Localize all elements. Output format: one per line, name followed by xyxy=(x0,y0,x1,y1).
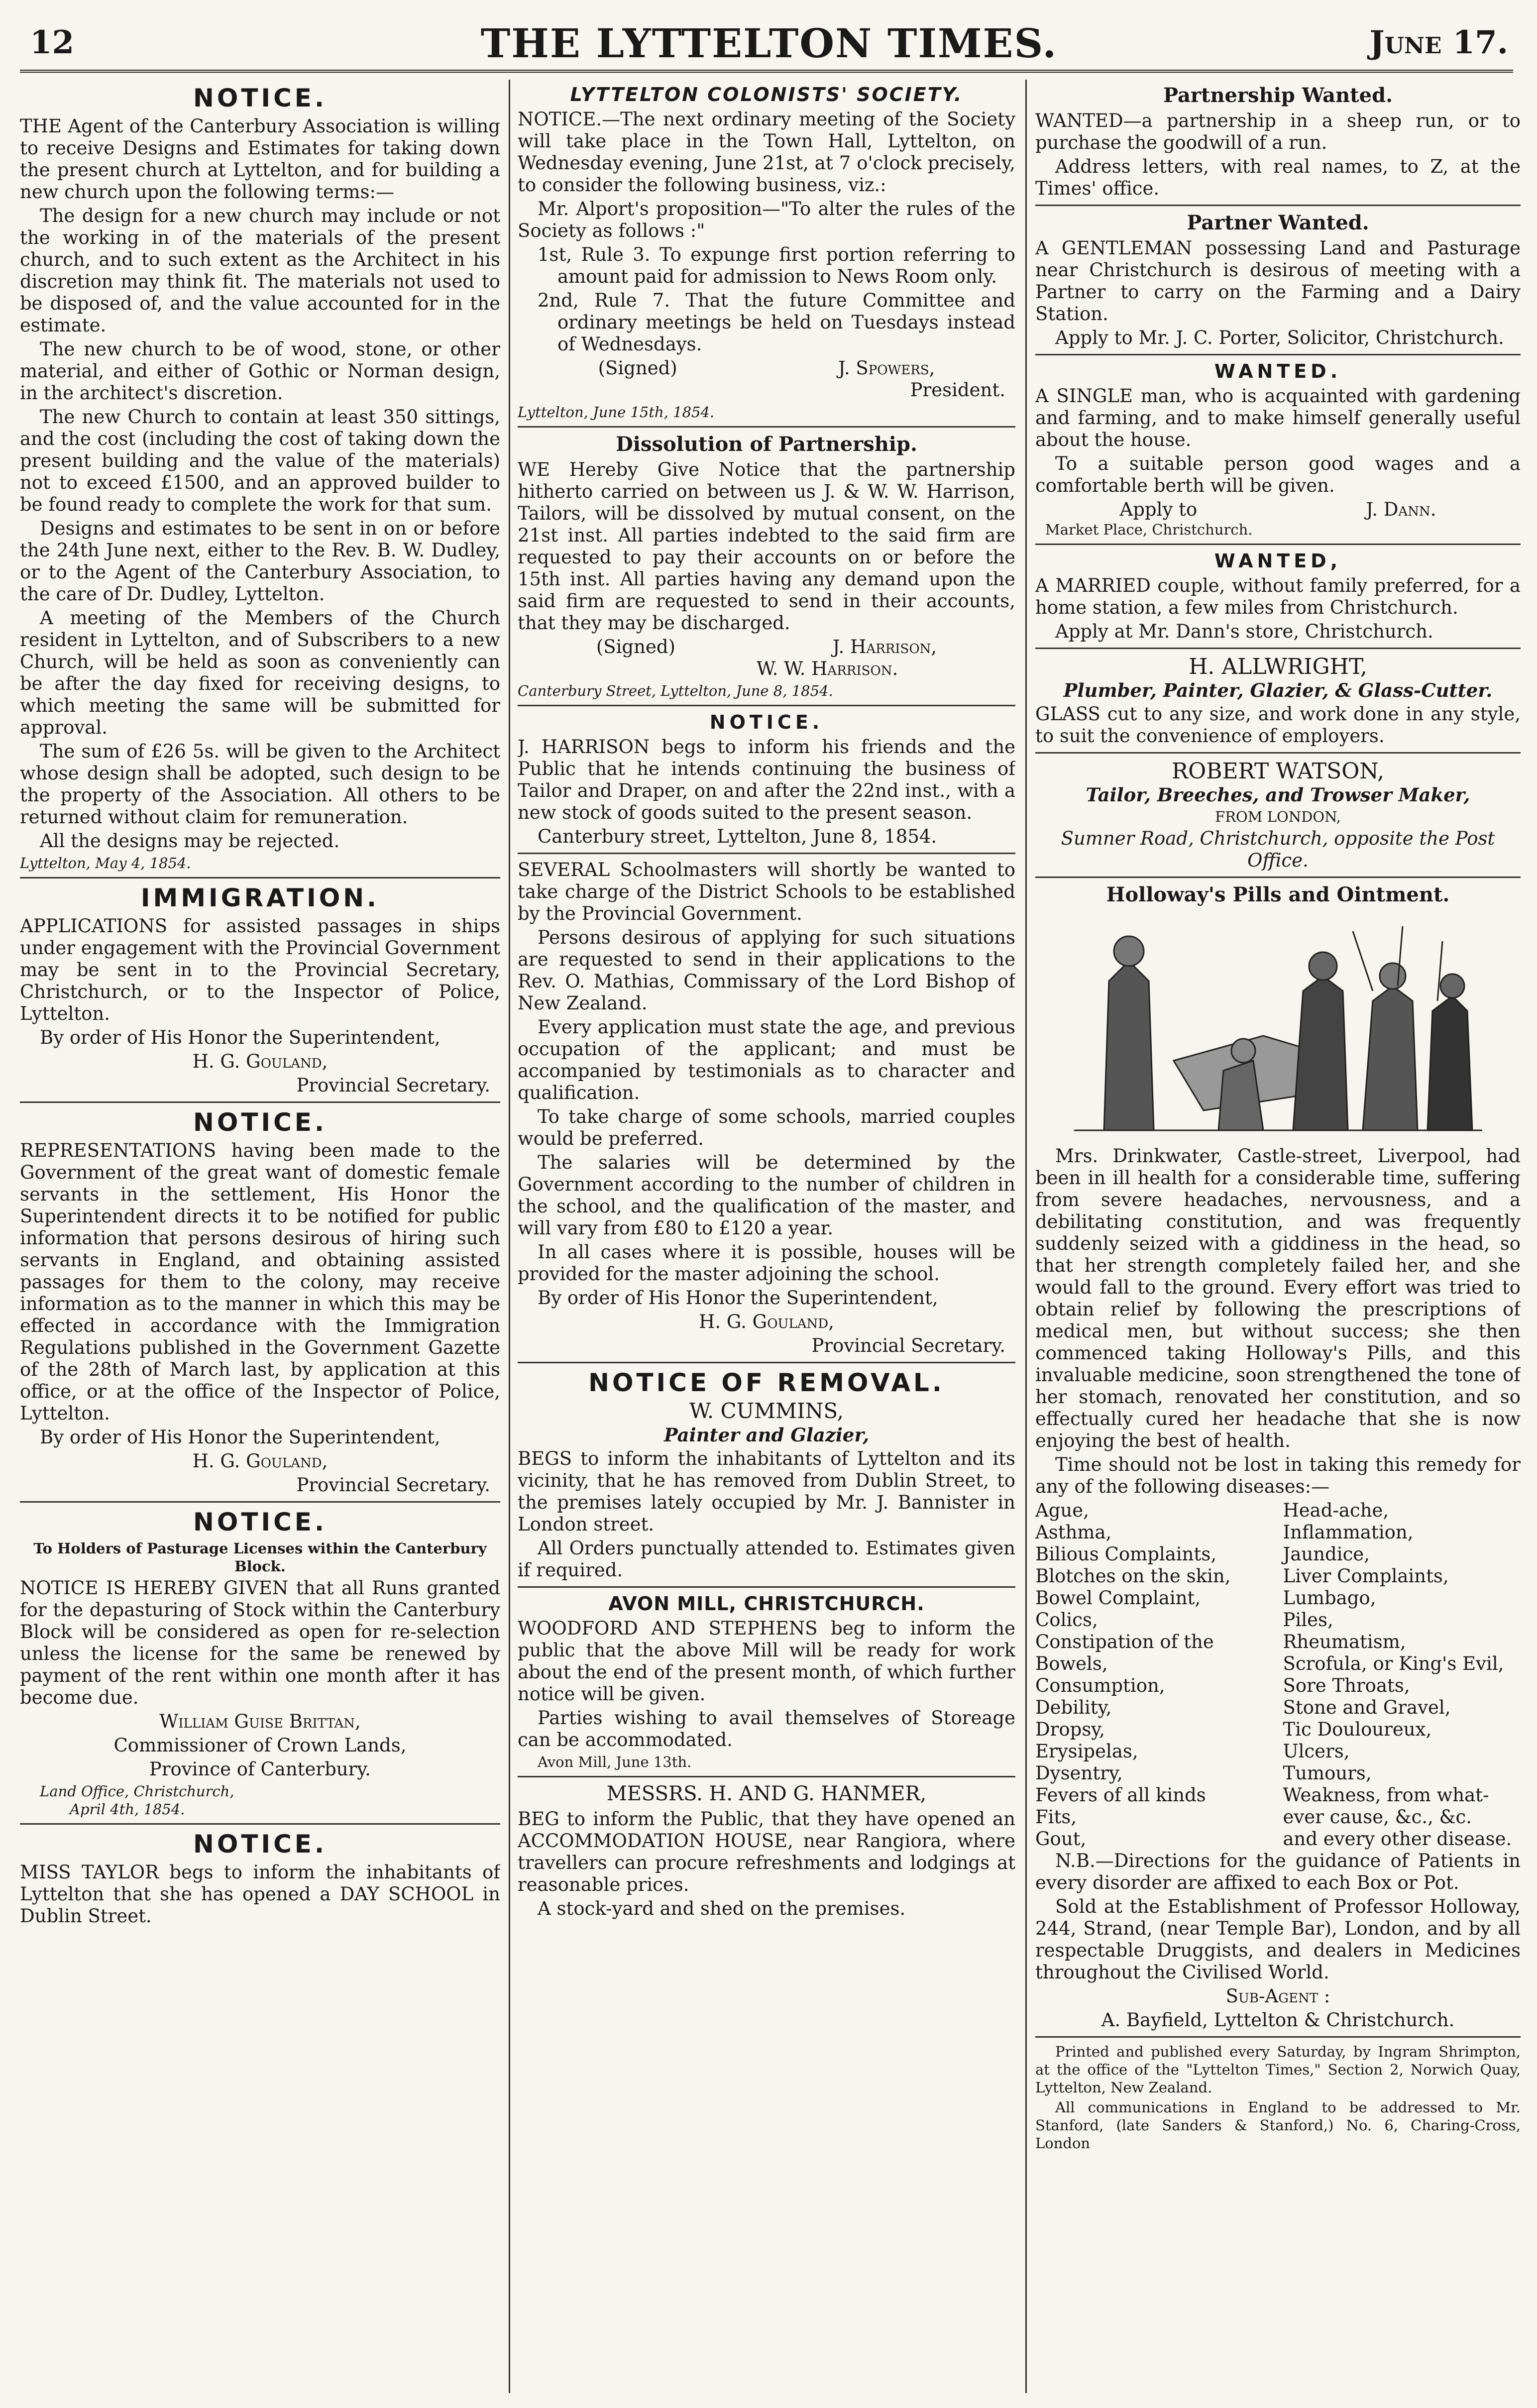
disease-item: Rheumatism, xyxy=(1283,1631,1406,1652)
paragraph: A MARRIED couple, without family preferred, for a home station, a few miles from Christchurch. xyxy=(1035,575,1521,618)
dateline: Avon Mill, June 13th. xyxy=(538,1753,692,1770)
disease-item: Bowel Complaint, xyxy=(1035,1587,1201,1609)
masthead xyxy=(25,15,1513,70)
disease-item: Consumption, xyxy=(1035,1675,1165,1696)
dateline: Canterbury street, Lyttelton, June 8, 1854. xyxy=(538,826,937,847)
issue-date: June 17. xyxy=(1369,24,1508,61)
dateline: Land Office, Christchurch, xyxy=(40,1783,234,1800)
column-2 xyxy=(518,80,1015,2398)
column-rule xyxy=(509,80,510,2393)
paragraph: All Orders punctually attended to. Estimates given if required. xyxy=(518,1537,1015,1581)
diseases-left xyxy=(1035,1500,1273,1850)
notice-heading: NOTICE. xyxy=(193,1108,327,1137)
school-notice xyxy=(20,1830,500,1927)
disease-item: Piles, xyxy=(1283,1609,1333,1631)
page-number: 12 xyxy=(30,24,75,61)
paragraph: The sum of £26 5s. will be given to the Architect whose design shall be adopted, such design to be the property of the Association. All others to be returned without claim for remuneration. xyxy=(20,741,500,828)
immigration-notice xyxy=(20,883,500,1096)
paragraph: A GENTLEMAN possessing Land and Pasturage near Christchurch is desirous of meeting with a Partner to carry on the Farming and a Dairy Station. xyxy=(1035,237,1521,325)
paragraph: All the designs may be rejected. xyxy=(40,830,340,852)
signatory-title: Province of Canterbury. xyxy=(149,1758,371,1780)
allwright-advert xyxy=(1035,654,1521,747)
notice-heading: IMMIGRATION. xyxy=(140,883,380,912)
paragraph: By order of His Honor the Superintendent, xyxy=(40,1426,440,1448)
subagent: A. Bayfield, Lyttelton & Christchurch. xyxy=(1101,2009,1455,2031)
paragraph: The design for a new church may include or not the working in of the materials of the present church, and to such extent as the Architect in his discretion may think fit. The materials not used to be disposed of, and the value accounted for in the estimate. xyxy=(20,205,500,336)
disease-item: Tic Douloureux, xyxy=(1283,1719,1432,1740)
disease-item: Tumours, xyxy=(1283,1762,1372,1784)
paragraph: The salaries will be determined by the Government according to the number of children in the school, and the qualification of the master, and will vary from £80 to £120 a year. xyxy=(518,1152,1015,1239)
diseases-right xyxy=(1283,1500,1521,1850)
paragraph: J. HARRISON begs to inform his friends and the Public that he intends continuing the business of Tailor and Draper, on and after the 22nd inst., with a new stock of goods suited to the present season. xyxy=(518,736,1015,823)
disease-item: Scrofula, or King's Evil, xyxy=(1283,1653,1504,1674)
business-name: H. ALLWRIGHT, xyxy=(1189,654,1367,679)
disease-item: and every other disease. xyxy=(1283,1828,1512,1850)
signed-label: (Signed) xyxy=(598,357,677,379)
disease-item: Constipation of the xyxy=(1035,1631,1214,1652)
wanted-single-man xyxy=(1035,360,1521,539)
signatory-title: Commissioner of Crown Lands, xyxy=(113,1735,407,1756)
harrison-notice xyxy=(518,711,1015,848)
separator xyxy=(1035,2036,1521,2038)
paragraph: In all cases where it is possible, houses will be provided for the master adjoining the school. xyxy=(518,1241,1015,1285)
paragraph: 1st, Rule 3. To expunge first portion referring to amount paid for admission to News Room only. xyxy=(538,244,1015,287)
paragraph: A stock-yard and shed on the premises. xyxy=(538,1898,906,1919)
signatory-title: Provincial Secretary. xyxy=(811,1335,1005,1356)
paragraph: Address letters, with real names, to Z, at the Times' office. xyxy=(1035,156,1521,199)
masthead-rule xyxy=(20,70,1513,73)
hanmer-notice xyxy=(518,1782,1015,1920)
separator xyxy=(518,426,1015,428)
holloway-advert xyxy=(1035,883,1521,2031)
separator xyxy=(518,1586,1015,1588)
signed-label: (Signed) xyxy=(596,636,675,657)
disease-item: Sore Throats, xyxy=(1283,1675,1410,1696)
signatory-title: Provincial Secretary. xyxy=(296,1474,490,1496)
paragraph: Every application must state the age, and previous occupation of the applicant; and must be accompanied by testimonials as to character and qualification. xyxy=(518,1016,1015,1103)
separator xyxy=(1035,205,1521,206)
column-1 xyxy=(20,80,500,2398)
subagent-label: Sub-Agent : xyxy=(1225,1985,1330,2007)
paragraph: GLASS cut to any size, and work done in any style, to suit the convenience of employers. xyxy=(1035,703,1521,747)
church-notice xyxy=(20,84,500,872)
separator xyxy=(1035,648,1521,649)
notice-heading: NOTICE. xyxy=(709,711,824,733)
business-address: Sumner Road, Christchurch, opposite the Post Office. xyxy=(1061,828,1495,871)
dateline: April 4th, 1854. xyxy=(70,1801,185,1818)
business-origin: FROM LONDON, xyxy=(1215,808,1341,825)
notice-heading: Partnership Wanted. xyxy=(1163,84,1393,107)
pasturage-notice xyxy=(20,1508,500,1818)
separator xyxy=(1035,544,1521,545)
imprint xyxy=(1035,2043,1521,2152)
disease-item: Lumbago, xyxy=(1283,1587,1376,1609)
apply-label: Apply to xyxy=(1119,499,1198,520)
separator xyxy=(20,1101,500,1103)
notice-heading: Dissolution of Partnership. xyxy=(616,433,917,456)
wanted-married-couple xyxy=(1035,550,1521,643)
dateline: Canterbury Street, Lyttelton, June 8, 1854. xyxy=(518,682,833,699)
paragraph: NOTICE.—The next ordinary meeting of the Society will take place in the Town Hall, Lyttelton, on Wednesday evening, June 21st, at 7 o'clock precisely, to consider the following business, viz.: xyxy=(518,109,1015,196)
separator xyxy=(1035,752,1521,754)
paragraph: The new Church to contain at least 350 sittings, and the cost (including the cost of taking down the present building and the value of the materials) not to exceed £1500, and an approved builder to be found ready to complete the work for that sum. xyxy=(20,406,500,515)
paragraph: Apply at Mr. Dann's store, Christchurch. xyxy=(1055,621,1433,642)
avon-mill-notice xyxy=(518,1593,1015,1771)
notice-subheading: To Holders of Pasturage Licenses within the Canterbury Block. xyxy=(33,1540,487,1575)
notice-heading: Holloway's Pills and Ointment. xyxy=(1106,883,1450,906)
disease-item: Inflammation, xyxy=(1283,1522,1414,1543)
disease-item: Asthma, xyxy=(1035,1522,1112,1543)
paragraph: 2nd, Rule 7. That the future Committee and ordinary meetings be held on Tuesdays instead of Wednesdays. xyxy=(538,290,1015,355)
paragraph: Apply to Mr. J. C. Porter, Solicitor, Christchurch. xyxy=(1055,327,1504,348)
disease-item: Ague, xyxy=(1035,1500,1089,1521)
separator xyxy=(1035,876,1521,878)
paragraph: BEGS to inform the inhabitants of Lyttelton and its vicinity, that he has removed from Dublin Street, to the premises lately occupied by Mr. J. Bannister in London street. xyxy=(518,1448,1015,1535)
notice-heading: NOTICE. xyxy=(193,1830,327,1859)
signatory-name: H. G. Gouland, xyxy=(192,1051,328,1072)
disease-item: Dysentry, xyxy=(1035,1762,1123,1784)
imprint-text: Printed and published every Saturday, by Ingram Shrimpton, at the office of the "Lyttelton Times," Section 2, Norwich Quay, Lyttelton, New Zealand. xyxy=(1035,2043,1521,2096)
watson-advert xyxy=(1035,759,1521,872)
paragraph: THE Agent of the Canterbury Association is willing to receive Designs and Estimates for taking down the present church at Lyttelton, and for building a new church upon the following terms:— xyxy=(20,115,500,203)
signatory-name: H. G. Gouland, xyxy=(699,1311,834,1332)
notice-heading: NOTICE. xyxy=(193,84,327,112)
notice-heading: NOTICE. xyxy=(193,1508,327,1536)
business-trade: Tailor, Breeches, and Trowser Maker, xyxy=(1086,784,1470,806)
disease-item: Ulcers, xyxy=(1283,1741,1350,1762)
signatory-name: William Guise Brittan, xyxy=(159,1711,361,1732)
business-trade: Plumber, Painter, Glazier, & Glass-Cutter. xyxy=(1063,679,1493,701)
signatory-title: Provincial Secretary. xyxy=(296,1075,490,1096)
disease-item: Blotches on the skin, xyxy=(1035,1565,1231,1587)
removal-notice xyxy=(518,1368,1015,1581)
disease-item: Colics, xyxy=(1035,1609,1098,1631)
notice-heading: WANTED, xyxy=(1214,550,1342,572)
paragraph: By order of His Honor the Superintendent, xyxy=(40,1027,440,1048)
paragraph: APPLICATIONS for assisted passages in ships under engagement with the Provincial Government may be sent in to the Provincial Secretary, Christchurch, or to the Inspector of Police, Lyttelton. xyxy=(20,915,500,1024)
signatory-title: President. xyxy=(910,379,1005,401)
paragraph: To a suitable person good wages and a comfortable berth will be given. xyxy=(1035,453,1521,496)
separator xyxy=(20,1823,500,1825)
disease-item: Dropsy, xyxy=(1035,1719,1105,1740)
paragraph: WANTED—a partnership in a sheep run, or to purchase the goodwill of a run. xyxy=(1035,110,1521,153)
paragraph: Mrs. Drinkwater, Castle-street, Liverpool, had been in ill health for a considerable time, suffering from severe headaches, nervousness, and a debilitating constitution, and was frequently suddenly seized with a giddiness in the head, so that her strength completely failed her, and she would fall to the ground. Every effort was tried to obtain relief by following the prescriptions of medical men, but without success; she then commenced taking Holloway's Pills, and this invaluable medicine, soon strengthened the tone of her stomach, renovated her constitution, and so effectually cured her headache that she is now enjoying the best of health. xyxy=(1035,1145,1521,1451)
imprint-text: All communications in England to be addressed to Mr. Stanford, (late Sanders & Stanford,) No. 6, Charing-Cross, London xyxy=(1035,2099,1521,2152)
disease-item: Fevers of all kinds xyxy=(1035,1784,1206,1806)
paragraph: A SINGLE man, who is acquainted with gardening and farming, and to make himself generally useful about the house. xyxy=(1035,385,1521,450)
disease-item: Bilious Complaints, xyxy=(1035,1543,1217,1565)
notice-heading: WANTED. xyxy=(1214,360,1342,382)
paragraph: REPRESENTATIONS having been made to the Government of the great want of domestic female servants in the settlement, His Honor the Superintendent directs it to be notified for public information that persons desirous of hiring such servants in England, and obtaining assisted passages for them to the colony, may receive information as to the manner in which this may be effected in accordance with the Immigration Regulations published in the Government Gazette of the 28th of March last, by application at this office, or at the office of the Inspector of Police, Lyttelton. xyxy=(20,1140,500,1424)
business-name: W. CUMMINS, xyxy=(689,1399,844,1423)
disease-item: ever cause, &c., &c. xyxy=(1283,1806,1472,1828)
paragraph: BEG to inform the Public, that they have opened an ACCOMMODATION HOUSE, near Rangiora, where travellers can procure refreshments and lodgings at reasonable prices. xyxy=(518,1808,1015,1895)
disease-item: Bowels, xyxy=(1035,1653,1108,1674)
dissolution-notice xyxy=(518,433,1015,700)
paragraph: NOTICE IS HEREBY GIVEN that all Runs granted for the depasturing of Stock within the Canterbury Block will be considered as open for re-selection unless the license for the same be renewed by payment of the rent within one month after it has become due. xyxy=(20,1577,500,1708)
disease-item: Head-ache, xyxy=(1283,1500,1389,1521)
disease-item: Liver Complaints, xyxy=(1283,1565,1449,1587)
notice-heading: MESSRS. H. AND G. HANMER, xyxy=(606,1782,927,1805)
notice-heading: LYTTELTON COLONISTS' SOCIETY. xyxy=(570,84,963,106)
paragraph: WE Hereby Give Notice that the partnership hitherto carried on between us J. & W. W. Harrison, Tailors, will be dissolved by mutual consent, on the 21st inst. All parties indebted to the said firm are requested to pay their accounts on or before the 15th inst. All parties having any demand upon the said firm are requested to send in their accounts, that they may be discharged. xyxy=(518,459,1015,634)
schoolmasters-notice xyxy=(518,859,1015,1357)
separator xyxy=(518,853,1015,854)
paragraph: The new church to be of wood, stone, or other material, and either of Gothic or Norman design, in the architect's discretion. xyxy=(20,338,500,404)
dateline: Lyttelton, June 15th, 1854. xyxy=(518,404,715,421)
disease-item: Jaundice, xyxy=(1283,1543,1370,1565)
signatory-name: W. W. Harrison. xyxy=(757,658,898,679)
disease-item: Weakness, from what- xyxy=(1283,1784,1489,1806)
paragraph: MISS TAYLOR begs to inform the inhabitants of Lyttelton that she has opened a DAY SCHOOL in Dublin Street. xyxy=(20,1861,500,1927)
newspaper-title: THE LYTTELTON TIMES. xyxy=(480,20,1058,67)
separator xyxy=(518,705,1015,706)
paragraph: By order of His Honor the Superintendent, xyxy=(538,1287,938,1309)
paragraph: Parties wishing to avail themselves of Storeage can be accommodated. xyxy=(518,1707,1015,1751)
notice-heading: AVON MILL, CHRISTCHURCH. xyxy=(608,1593,925,1615)
paragraph: Designs and estimates to be sent in on or before the 24th June next, either to the Rev. B. W. Dudley, or to the Agent of the Canterbury Association, to the care of Dr. Dudley, Lyttelton. xyxy=(20,518,500,605)
paragraph: Persons desirous of applying for such situations are requested to send in their applications to the Rev. O. Mathias, Commissary of the Lord Bishop of New Zealand. xyxy=(518,927,1015,1014)
paragraph: Time should not be lost in taking this remedy for any of the following diseases:— xyxy=(1035,1454,1521,1497)
disease-item: Erysipelas, xyxy=(1035,1741,1138,1762)
separator xyxy=(518,1776,1015,1777)
column-rule xyxy=(1025,80,1027,2393)
signatory-name: J. Spowers, xyxy=(838,357,935,379)
partnership-wanted xyxy=(1035,84,1521,200)
signatory-name: H. G. Gouland, xyxy=(192,1450,328,1472)
disease-item: Debility, xyxy=(1035,1697,1112,1718)
servants-notice xyxy=(20,1108,500,1496)
disease-item: Gout, xyxy=(1035,1828,1087,1850)
disease-item: Stone and Gravel, xyxy=(1283,1697,1451,1718)
paragraph: SEVERAL Schoolmasters will shortly be wanted to take charge of the District Schools to be established by the Provincial Government. xyxy=(518,859,1015,924)
separator xyxy=(20,877,500,878)
paragraph: Sold at the Establishment of Professor Holloway, 244, Strand, (near Temple Bar), London, and by all respectable Druggists, and dealers in Medicines throughout the Civilised World. xyxy=(1035,1896,1521,1983)
colonists-society-notice xyxy=(518,84,1015,421)
paragraph: Mr. Alport's proposition—"To alter the rules of the Society as follows :" xyxy=(518,198,1015,241)
business-trade: Painter and Glazier, xyxy=(663,1424,870,1446)
contact-place: Market Place, Christchurch. xyxy=(1045,521,1253,538)
paragraph: N.B.—Directions for the guidance of Patients in every disorder are affixed to each Box or Pot. xyxy=(1035,1850,1521,1893)
business-name: ROBERT WATSON, xyxy=(1172,759,1384,784)
signatory-name: J. Harrison, xyxy=(832,636,937,657)
paragraph: To take charge of some schools, married couples would be preferred. xyxy=(518,1106,1015,1149)
separator xyxy=(1035,354,1521,355)
column-3 xyxy=(1035,80,1521,2398)
notice-heading: NOTICE OF REMOVAL. xyxy=(588,1368,945,1397)
paragraph: A meeting of the Members of the Church resident in Lyttelton, and of Subscribers to a new Church, will be held as soon as conveniently can be after the day fixed for receiving designs, to which meeting the same will be submitted for approval. xyxy=(20,607,500,738)
engraving-illustration xyxy=(1054,911,1502,1140)
disease-item: Fits, xyxy=(1035,1806,1077,1828)
partner-wanted xyxy=(1035,211,1521,349)
contact-name: J. Dann. xyxy=(1366,499,1436,520)
dateline: Lyttelton, May 4, 1854. xyxy=(20,855,191,872)
diseases-list xyxy=(1035,1500,1521,1850)
separator xyxy=(518,1362,1015,1363)
notice-heading: Partner Wanted. xyxy=(1187,211,1369,234)
separator xyxy=(20,1501,500,1503)
paragraph: WOODFORD AND STEPHENS beg to inform the public that the above Mill will be ready for work about the end of the present month, of which further notice will be given. xyxy=(518,1618,1015,1705)
